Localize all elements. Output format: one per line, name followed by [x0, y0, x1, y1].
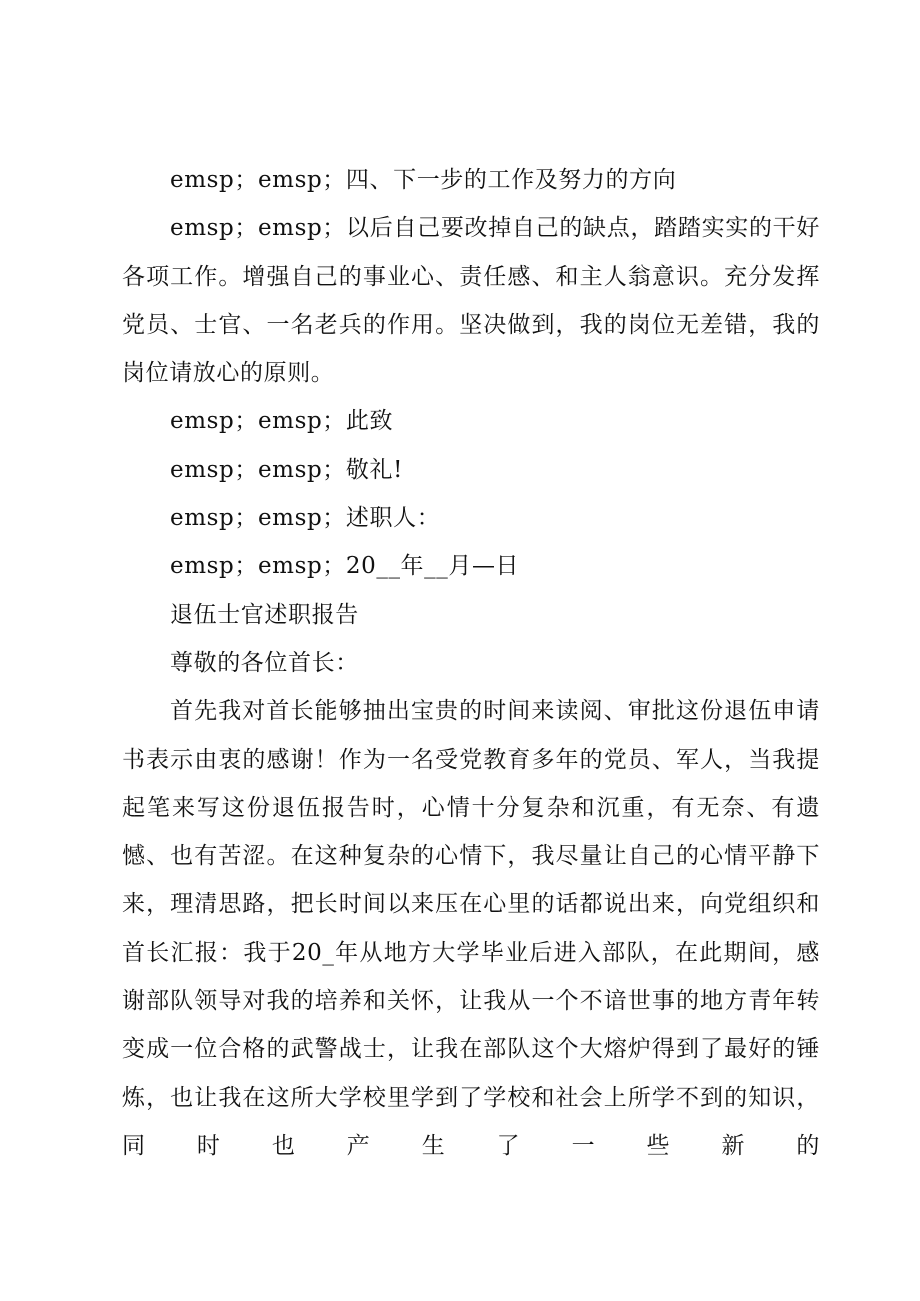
body-paragraph: 首先我对首长能够抽出宝贵的时间来读阅、审批这份退伍申请书表示由衷的感谢！作为一名受党教育多年的党员、军人，当我提起笔来写这份退伍报告时，心情十分复杂和沉重，有无奈、有遗憾、也有苦涩。在这种复杂的心情下，我尽量让自己的心情平静下来，理清思路，把长时间以来压在心里的话都说出来，向党组织和首长汇报：我于20_年从地方大学毕业后进入部队，在此期间，感谢部队领导对我的培养和关怀，让我从一个不谙世事的地方青年转变成一位合格的武警战士，让我在部队这个大熔炉得到了最好的锤炼，也让我在这所大学校里学到了学校和社会上所学不到的知识，同时也产生了一些新的: [122, 698, 820, 1159]
closing-respect: emsp；emsp；敬礼!: [170, 456, 403, 483]
signature-line: emsp；emsp；述职人：: [170, 505, 441, 532]
document-title: 退伍士官述职报告: [170, 601, 359, 628]
date-line: emsp；emsp；20__年__月—日: [170, 553, 520, 580]
body-paragraph: emsp；emsp；以后自己要改掉自己的缺点，踏踏实实的干好各项工作。增强自己的事业心、责任感、和主人翁意识。充分发挥党员、士官、一名老兵的作用。坚决做到，我的岗位无差错，我的岗位请放心的原则。: [122, 215, 820, 387]
section-heading: emsp；emsp；四、下一步的工作及努力的方向: [170, 167, 677, 193]
closing-salutation: emsp；emsp；此致: [170, 408, 394, 435]
document-body: [122, 156, 820, 1170]
greeting: 尊敬的各位首长：: [170, 649, 359, 676]
